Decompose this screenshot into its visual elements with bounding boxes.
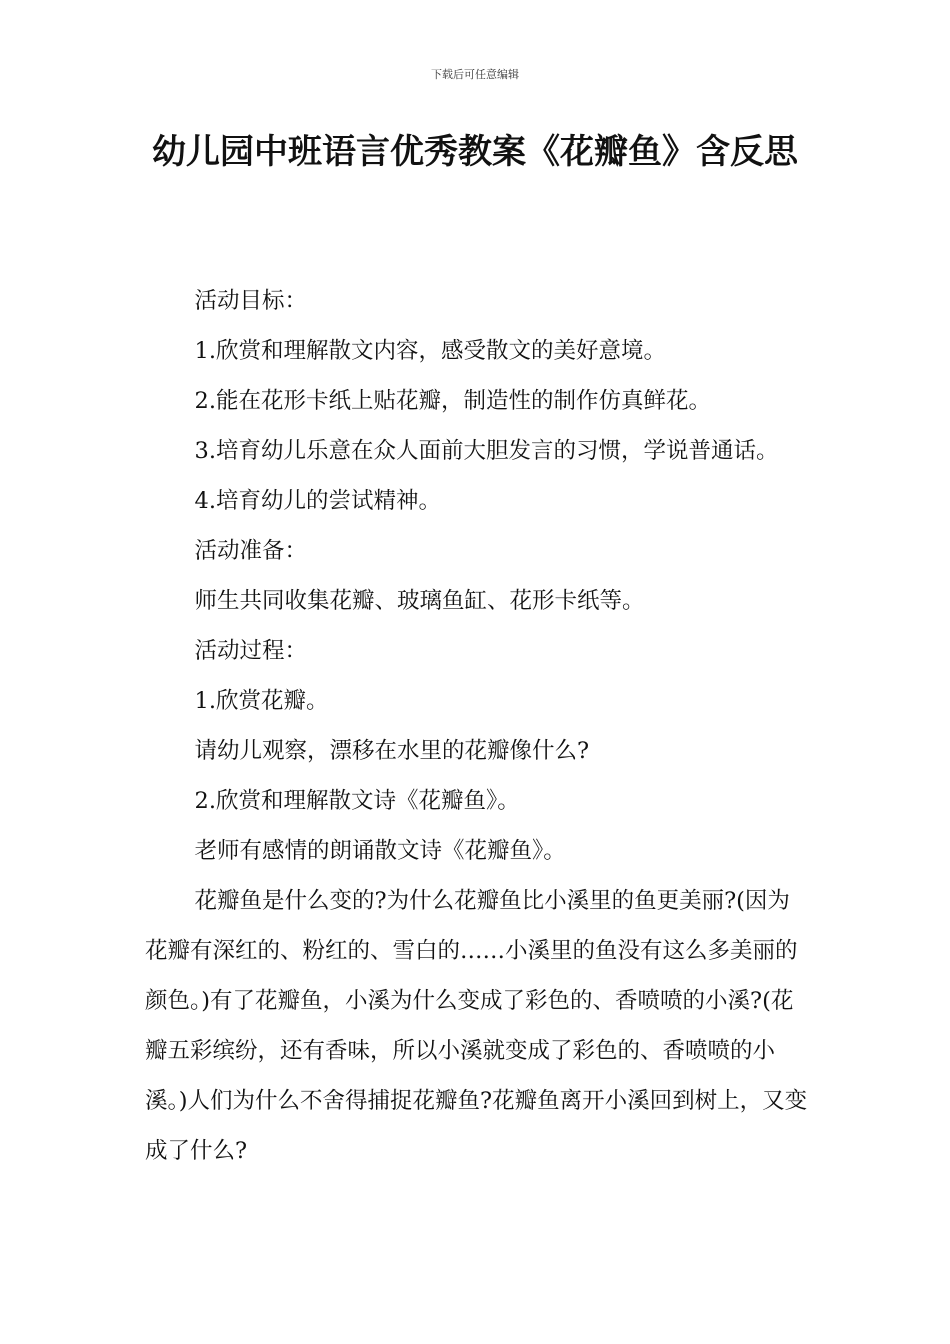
goal-item-2: 2.能在花形卡纸上贴花瓣，制造性的制作仿真鲜花。 xyxy=(194,388,711,414)
goal-item-1: 1.欣赏和理解散文内容，感受散文的美好意境。 xyxy=(194,338,666,364)
section-heading-process: 活动过程： xyxy=(194,638,308,664)
preparation-text: 师生共同收集花瓣、玻璃鱼缸、花形卡纸等。 xyxy=(194,588,645,614)
goal-item-4: 4.培育幼儿的尝试精神。 xyxy=(194,488,441,514)
discussion-paragraph: 花瓣鱼是什么变的?为什么花瓣鱼比小溪里的鱼更美丽?(因为花瓣有深红的、粉红的、雪白的……小溪里的鱼没有这么多美丽的颜色。)有了花瓣鱼，小溪为什么变成了彩色的、香喷喷的小溪?(花瓣五彩缤纷，还有香味，所以小溪就变成了彩色的、香喷喷的小溪。)人们为什么不舍得捕捉花瓣鱼?花瓣鱼离开小溪回到树上，又变成了什么? xyxy=(145,888,808,1164)
document-title: 幼儿园中班语言优秀教案《花瓣鱼》含反思 xyxy=(152,132,798,172)
header-note: 下载后可任意编辑 xyxy=(431,68,519,81)
goal-item-3: 3.培育幼儿乐意在众人面前大胆发言的习惯，学说普通话。 xyxy=(194,438,779,464)
section-heading-preparation: 活动准备： xyxy=(194,538,308,564)
section-heading-goals: 活动目标： xyxy=(194,288,308,314)
process-step-1-text: 请幼儿观察，漂移在水里的花瓣像什么? xyxy=(194,738,590,764)
process-step-2-text: 老师有感情的朗诵散文诗《花瓣鱼》。 xyxy=(194,838,566,864)
process-step-2: 2.欣赏和理解散文诗《花瓣鱼》。 xyxy=(194,788,520,814)
process-step-1: 1.欣赏花瓣。 xyxy=(194,688,329,714)
document-body xyxy=(145,276,810,1176)
